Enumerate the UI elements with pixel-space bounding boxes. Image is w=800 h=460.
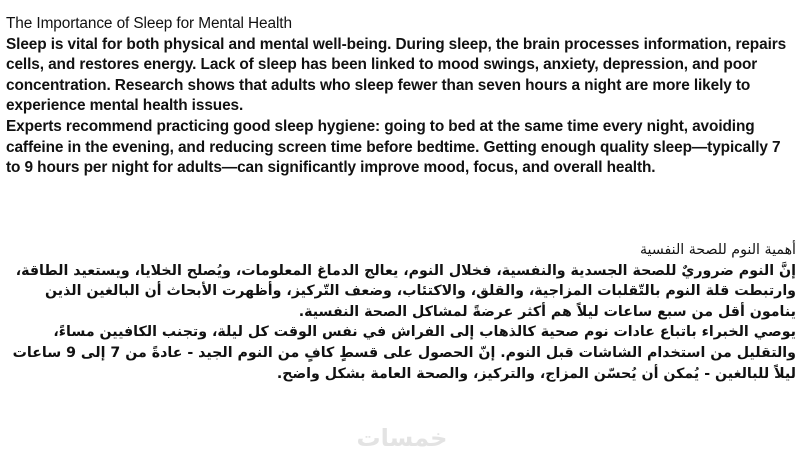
arabic-paragraph-1: إنَّ النوم ضروريٌ للصحة الجسدية والنفسية، فخلال النوم، يعالج الدماغ المعلومات، ويُصلح الخلايا، ويستعيد الطاقة، وارتبطت قلة النوم بالتّقلبات المزاجية، والقلق، والاكتئاب، وضعف التّركيز، وأظهرت الأبحاث أن البالغين الذين ينامون أقل من سبع ساعات ليلاً هم أكثر عرضةً لمشاكل الصحة النفسية.: [15, 262, 796, 320]
arabic-paragraph-2: يوصي الخبراء باتباع عادات نوم صحية كالذهاب إلى الفراش في نفس الوقت كل ليلة، وتجنب الكافيين مساءً، والتقليل من استخدام الشاشات قبل النوم. إنّ الحصول على قسطٍ كافٍ من النوم الجيد - عادةً من 7 إلى 9 ساعات ليلاً للبالغين - يُمكن أن يُحسّن المزاج، والتركيز، والصحة العامة بشكل واضح.: [12, 324, 796, 382]
english-title: The Importance of Sleep for Mental Health: [6, 15, 292, 32]
khamsat-watermark: خمسات: [356, 424, 448, 452]
english-paragraph-2: Experts recommend practicing good sleep hygiene: going to bed at the same time every night, avoiding caffeine in the evening, and reducing screen time before bedtime. Getting enough quality sleep—typically 7 to 9 hours per night for adults—can significantly improve mood, focus, and overall health.: [6, 117, 781, 177]
arabic-article: [6, 240, 796, 384]
english-article: [6, 14, 796, 179]
english-paragraph-1: Sleep is vital for both physical and mental well-being. During sleep, the brain processes information, repairs cells, and restores energy. Lack of sleep has been linked to mood swings, anxiety, depression, and poor concentration. Research shows that adults who sleep fewer than seven hours a night are more likely to experience mental health issues.: [6, 35, 787, 115]
arabic-title: أهمية النوم للصحة النفسية: [639, 242, 796, 258]
